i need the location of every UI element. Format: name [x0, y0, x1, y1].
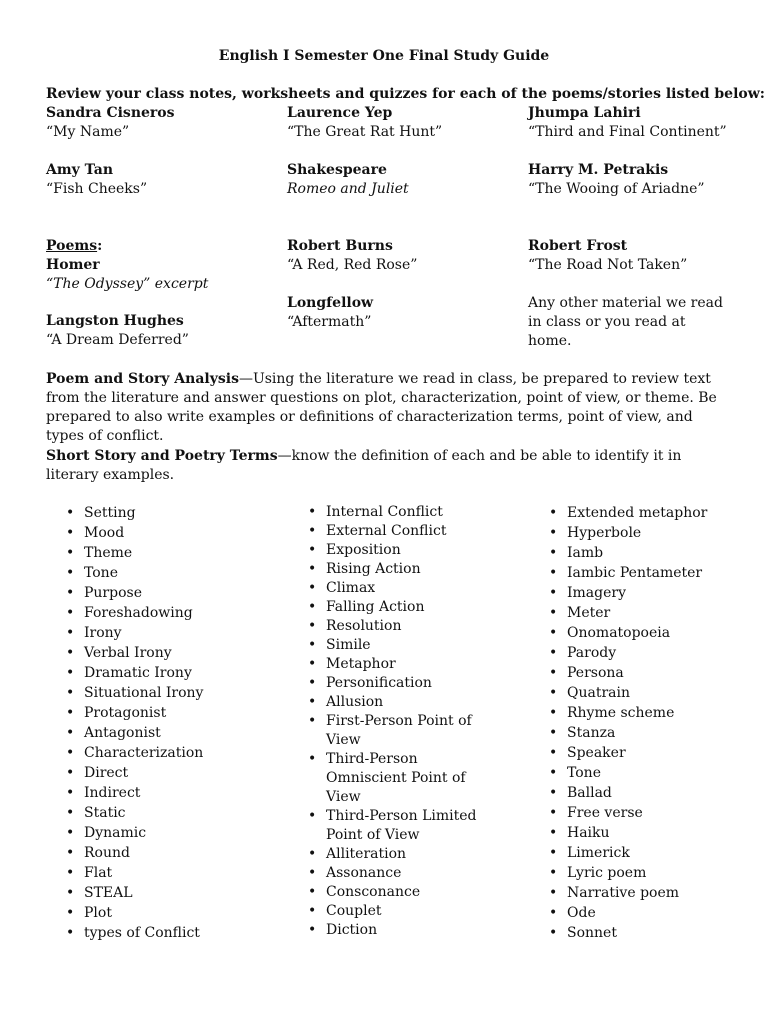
- work-title: “A Dream Deferred”: [46, 332, 189, 348]
- reading-entry-yep: [287, 104, 527, 142]
- list-item: • Tone: [549, 763, 749, 783]
- terms-intro-text: —know the definition of each and be able to identify it in literary examples.: [46, 448, 682, 483]
- list-item: • Situational Irony: [66, 683, 266, 703]
- terms-heading: Short Story and Poetry Terms: [46, 448, 278, 464]
- list-item: • Ballad: [549, 783, 749, 803]
- reading-entry-hughes: [46, 312, 286, 350]
- work-title: “The Great Rat Hunt”: [287, 124, 443, 140]
- list-item: • Characterization: [66, 743, 266, 763]
- list-item: • Lyric poem: [549, 863, 749, 883]
- reading-entry-longfellow: [287, 294, 527, 332]
- list-item: • Indirect: [66, 783, 266, 803]
- author-name: Shakespeare: [287, 162, 387, 178]
- list-item: • Exposition: [308, 541, 478, 560]
- list-item: • Persona: [549, 663, 749, 683]
- list-item: • Plot: [66, 903, 266, 923]
- list-item: • Quatrain: [549, 683, 749, 703]
- list-item: • External Conflict: [308, 522, 478, 541]
- list-item: • Narrative poem: [549, 883, 749, 903]
- list-item: • Iamb: [549, 543, 749, 563]
- list-item: • Assonance: [308, 864, 478, 883]
- page-title: English I Semester One Final Study Guide: [218, 48, 550, 64]
- list-item: • Irony: [66, 623, 266, 643]
- list-item: • Resolution: [308, 617, 478, 636]
- terms-intro-paragraph: [46, 447, 726, 485]
- list-item: • Ode: [549, 903, 749, 923]
- list-item: • Couplet: [308, 902, 478, 921]
- list-item: • Flat: [66, 863, 266, 883]
- poems-heading: [46, 237, 286, 256]
- list-item: • Theme: [66, 543, 266, 563]
- list-item: • Haiku: [549, 823, 749, 843]
- list-item: • Direct: [66, 763, 266, 783]
- reading-entry-other: [528, 294, 728, 351]
- terms-list-column-2: [308, 503, 478, 940]
- list-item: • Alliteration: [308, 845, 478, 864]
- terms-list-column-1: [66, 503, 266, 943]
- work-title: “The Odyssey” excerpt: [46, 276, 209, 292]
- reading-entry-lahiri: [528, 104, 768, 142]
- list-item: • Consconance: [308, 883, 478, 902]
- list-item: • Mood: [66, 523, 266, 543]
- reading-entry-homer: [46, 237, 286, 294]
- list-item: • Imagery: [549, 583, 749, 603]
- list-item: • Iambic Pentameter: [549, 563, 749, 583]
- list-item: • Sonnet: [549, 923, 749, 943]
- list-item: • Limerick: [549, 843, 749, 863]
- author-name: Laurence Yep: [287, 105, 393, 121]
- list-item: • Climax: [308, 579, 478, 598]
- list-item: • Meter: [549, 603, 749, 623]
- work-title: “My Name”: [46, 124, 130, 140]
- list-item: • Internal Conflict: [308, 503, 478, 522]
- list-item: • Rhyme scheme: [549, 703, 749, 723]
- list-item: • Rising Action: [308, 560, 478, 579]
- list-item: • Diction: [308, 921, 478, 940]
- author-name: Longfellow: [287, 295, 374, 311]
- list-item: • Onomatopoeia: [549, 623, 749, 643]
- list-item: • Tone: [66, 563, 266, 583]
- work-title: “The Road Not Taken”: [528, 257, 688, 273]
- list-item: • Falling Action: [308, 598, 478, 617]
- list-item: • Round: [66, 843, 266, 863]
- reading-entry-cisneros: [46, 104, 286, 142]
- analysis-text: —Using the literature we read in class, be prepared to review text from the literature and answer questions on plot, characterization, point of view, or theme. Be prepared to also write examples or definitions of characterization terms, point of view, and types of conflict.: [46, 371, 717, 444]
- list-item: • Dramatic Irony: [66, 663, 266, 683]
- author-name: Amy Tan: [46, 162, 114, 178]
- work-title: “Third and Final Continent”: [528, 124, 727, 140]
- analysis-heading: Poem and Story Analysis: [46, 371, 239, 387]
- list-item: • Purpose: [66, 583, 266, 603]
- list-item: • Free verse: [549, 803, 749, 823]
- work-title: “Fish Cheeks”: [46, 181, 148, 197]
- intro-instruction: Review your class notes, worksheets and quizzes for each of the poems/stories listed below:: [46, 86, 765, 102]
- work-title: Romeo and Juliet: [287, 181, 409, 197]
- list-item: • Verbal Irony: [66, 643, 266, 663]
- list-item: • Allusion: [308, 693, 478, 712]
- reading-entry-frost: [528, 237, 768, 275]
- reading-entry-petrakis: [528, 161, 768, 199]
- analysis-paragraph: [46, 370, 726, 446]
- list-item: • Extended metaphor: [549, 503, 749, 523]
- list-item: • types of Conflict: [66, 923, 266, 943]
- list-item: • Antagonist: [66, 723, 266, 743]
- list-item: • Protagonist: [66, 703, 266, 723]
- list-item: • STEAL: [66, 883, 266, 903]
- author-name: Harry M. Petrakis: [528, 162, 669, 178]
- list-item: • Foreshadowing: [66, 603, 266, 623]
- list-item: • Dynamic: [66, 823, 266, 843]
- list-item: • Static: [66, 803, 266, 823]
- work-title: “The Wooing of Ariadne”: [528, 181, 705, 197]
- other-material-note: Any other material we read in class or you read at home.: [528, 295, 723, 349]
- list-item: • Stanza: [549, 723, 749, 743]
- work-title: “A Red, Red Rose”: [287, 257, 418, 273]
- list-item: • Setting: [66, 503, 266, 523]
- author-name: Jhumpa Lahiri: [528, 105, 641, 121]
- list-item: • Personification: [308, 674, 478, 693]
- work-title: “Aftermath”: [287, 314, 372, 330]
- reading-entry-shakespeare: [287, 161, 527, 199]
- author-name: Robert Frost: [528, 238, 628, 254]
- list-item: • Third-Person Limited Point of View: [308, 807, 478, 845]
- list-item: • Simile: [308, 636, 478, 655]
- terms-list-column-3: [549, 503, 749, 943]
- poems-label: Poems: [46, 238, 98, 254]
- poems-colon: :: [97, 238, 103, 254]
- list-item: • First-Person Point of View: [308, 712, 478, 750]
- list-item: • Hyperbole: [549, 523, 749, 543]
- reading-entry-burns: [287, 237, 527, 275]
- author-name: Sandra Cisneros: [46, 105, 175, 121]
- list-item: • Metaphor: [308, 655, 478, 674]
- list-item: • Parody: [549, 643, 749, 663]
- author-name: Robert Burns: [287, 238, 393, 254]
- list-item: • Speaker: [549, 743, 749, 763]
- author-name: Homer: [46, 257, 100, 273]
- list-item: • Third-Person Omniscient Point of View: [308, 750, 478, 807]
- reading-entry-tan: [46, 161, 286, 199]
- author-name: Langston Hughes: [46, 313, 184, 329]
